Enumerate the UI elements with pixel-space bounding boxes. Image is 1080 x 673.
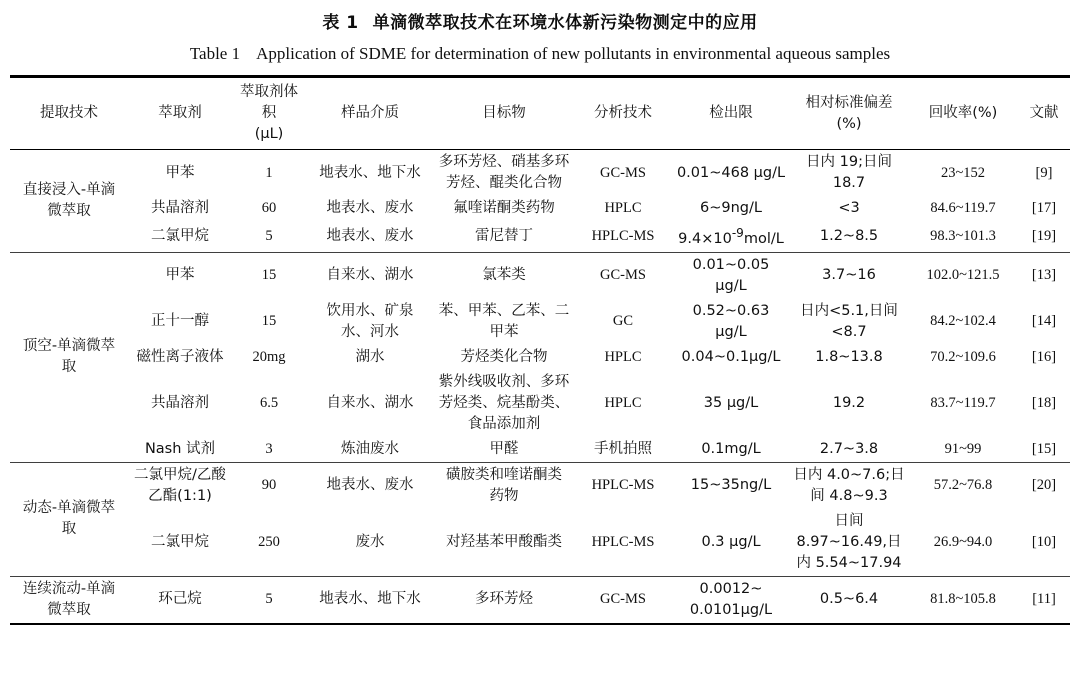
column-header-reference: 文献 xyxy=(1018,78,1070,150)
cell-rsd: 19.2 xyxy=(832,394,866,411)
cell-recovery: 84.2~102.4 xyxy=(930,313,996,330)
cell-matrix: 湖水 xyxy=(355,348,385,365)
lod-exponent: -9 xyxy=(731,226,744,240)
cell-reference: [16] xyxy=(1031,348,1057,365)
cell-recovery: 83.7~119.7 xyxy=(930,394,996,411)
cell-volume: 90 xyxy=(232,462,306,509)
cell-reference: [9] xyxy=(1035,164,1053,181)
table-row xyxy=(10,150,1070,197)
cell-lod: 15~35ng/L xyxy=(672,462,790,509)
table-row xyxy=(10,462,1070,509)
cell-solvent: 甲苯 xyxy=(128,252,232,299)
cell-rsd: 0.5~6.4 xyxy=(790,576,908,624)
section-label-dynamic: 动态-单滴微萃 取 xyxy=(10,462,128,576)
cell-analysis: GC-MS xyxy=(600,164,646,181)
cell-analysis: 手机拍照 xyxy=(594,440,652,457)
cell-analysis: HPLC xyxy=(604,394,642,411)
cell-recovery: 26.9~94.0 xyxy=(933,533,993,550)
cell-rsd: 日内 4.0~7.6;日 间 4.8~9.3 xyxy=(790,462,908,509)
column-header-technique: 提取技术 xyxy=(10,78,128,150)
cell-rsd: 3.7~16 xyxy=(790,252,908,299)
column-header-matrix: 样品介质 xyxy=(306,78,434,150)
table-body xyxy=(10,150,1070,625)
column-header-lod: 检出限 xyxy=(672,78,790,150)
cell-recovery: 23~152 xyxy=(940,164,986,181)
column-header-row xyxy=(10,78,1070,150)
caption-english xyxy=(10,38,1070,70)
cell-volume: 5 xyxy=(232,576,306,624)
column-header-solvent: 萃取剂 xyxy=(128,78,232,150)
cell-matrix: 地表水、地下水 xyxy=(306,576,434,624)
cell-analysis: HPLC xyxy=(604,348,642,365)
cell-lod: 0.04~0.1μg/L xyxy=(681,348,781,365)
cell-matrix: 地表水、废水 xyxy=(326,227,414,244)
cell-matrix: 炼油废水 xyxy=(341,440,399,457)
table-row xyxy=(10,370,1070,437)
cell-volume: 250 xyxy=(258,533,280,550)
cell-target: 氟喹诺酮类药物 xyxy=(453,200,555,216)
table-row xyxy=(10,221,1070,252)
cell-volume: 20mg xyxy=(252,348,286,365)
cell-analysis: HPLC-MS xyxy=(591,533,655,550)
cell-solvent: Nash 试剂 xyxy=(144,440,216,457)
cell-volume: 15 xyxy=(232,252,306,299)
cell-lod: 0.01~468 μg/L xyxy=(676,164,786,181)
cell-recovery: 98.3~101.3 xyxy=(930,227,996,244)
table-bottom-rule xyxy=(10,624,1070,625)
cell-analysis: HPLC xyxy=(604,200,642,216)
cell-rsd: 1.8~13.8 xyxy=(815,348,883,365)
cell-lod: $9.4\times 10^{-9}mol/L$ xyxy=(678,226,784,247)
cell-matrix: 地表水、废水 xyxy=(326,200,414,216)
sdme-applications-table xyxy=(10,75,1070,625)
cell-volume: 6.5 xyxy=(259,394,279,411)
table-row xyxy=(10,252,1070,299)
caption-english-title: Application of SDME for determination of new pollutants in environmental aqueous samples xyxy=(256,44,891,63)
cell-lod: 0.0012~ 0.0101μg/L xyxy=(672,576,790,624)
cell-lod: 0.01~0.05 μg/L xyxy=(672,252,790,299)
section-label-headspace: 顶空-单滴微萃 取 xyxy=(10,252,128,462)
cell-reference: [11] xyxy=(1018,576,1070,624)
cell-analysis: GC-MS xyxy=(574,252,672,299)
cell-solvent: 磁性离子液体 xyxy=(136,348,224,365)
cell-recovery: 102.0~121.5 xyxy=(908,252,1018,299)
cell-analysis: HPLC-MS xyxy=(574,462,672,509)
table-header xyxy=(10,77,1070,150)
cell-rsd: 日内<5.1,日间 <8.7 xyxy=(800,302,898,340)
cell-recovery: 91~99 xyxy=(944,440,982,457)
cell-reference: [20] xyxy=(1018,462,1070,509)
cell-reference: [17] xyxy=(1031,200,1057,216)
cell-volume: 15 xyxy=(261,313,277,330)
cell-target: 雷尼替丁 xyxy=(475,227,533,244)
cell-target: 苯、甲苯、乙苯、二 甲苯 xyxy=(438,302,570,340)
column-header-target: 目标物 xyxy=(434,78,574,150)
cell-target: 氯苯类 xyxy=(434,252,574,299)
cell-volume: 5 xyxy=(265,227,273,244)
table-row xyxy=(10,299,1070,345)
cell-analysis: GC xyxy=(612,313,634,330)
caption-english-number: Table 1 xyxy=(189,44,241,63)
table-row xyxy=(10,576,1070,624)
cell-matrix: 自来水、湖水 xyxy=(306,252,434,299)
cell-solvent: 正十一醇 xyxy=(151,313,209,330)
cell-lod: 35 μg/L xyxy=(703,394,759,411)
cell-volume: 1 xyxy=(265,164,273,181)
cell-solvent: 共晶溶剂 xyxy=(151,200,209,216)
cell-target: 多环芳烃 xyxy=(434,576,574,624)
cell-target: 甲醛 xyxy=(489,440,519,457)
cell-reference: [15] xyxy=(1031,440,1057,457)
section-label-continuous-flow: 连续流动-单滴 微萃取 xyxy=(10,576,128,624)
cell-reference: [10] xyxy=(1031,533,1057,550)
cell-recovery: 81.8~105.8 xyxy=(908,576,1018,624)
cell-target: 对羟基苯甲酸酯类 xyxy=(446,533,562,550)
cell-rsd: <3 xyxy=(838,200,860,216)
cell-rsd: 日内 19;日间 18.7 xyxy=(806,154,892,191)
cell-solvent: 环己烷 xyxy=(128,576,232,624)
cell-target: 磺胺类和喹诺酮类 药物 xyxy=(434,462,574,509)
cell-analysis: HPLC-MS xyxy=(591,227,655,244)
cell-reference: [19] xyxy=(1031,227,1057,244)
cell-recovery: 70.2~109.6 xyxy=(930,348,996,365)
caption-chinese xyxy=(10,8,1070,38)
cell-target: 多环芳烃、硝基多环 芳烃、醌类化合物 xyxy=(438,154,570,191)
cell-solvent: 共晶溶剂 xyxy=(151,394,209,411)
caption-chinese-title: 单滴微萃取技术在环境水体新污染物测定中的应用 xyxy=(372,13,758,33)
cell-matrix: 地表水、地下水 xyxy=(319,164,421,181)
cell-recovery: 57.2~76.8 xyxy=(908,462,1018,509)
cell-matrix: 自来水、湖水 xyxy=(326,394,414,411)
table-caption xyxy=(10,0,1070,70)
cell-matrix: 饮用水、矿泉 水、河水 xyxy=(326,302,414,340)
column-header-volume: 萃取剂体积 (μL) xyxy=(232,78,306,150)
cell-analysis: GC-MS xyxy=(574,576,672,624)
cell-reference: [14] xyxy=(1031,313,1057,330)
column-header-rsd: 相对标准偏差 (%) xyxy=(790,78,908,150)
table-row xyxy=(10,345,1070,370)
cell-rsd: 日间 8.97~16.49,日 内 5.54~17.94 xyxy=(796,512,902,571)
cell-lod: 0.3 μg/L xyxy=(701,533,761,550)
cell-reference: [13] xyxy=(1018,252,1070,299)
section-label-direct-immersion: 直接浸入-单滴 微萃取 xyxy=(22,181,116,219)
cell-target: 紫外线吸收剂、多环 芳烃类、烷基酚类、 食品添加剂 xyxy=(438,373,570,432)
cell-matrix: 废水 xyxy=(355,533,385,550)
table-row xyxy=(10,509,1070,577)
cell-lod: 0.1mg/L xyxy=(701,440,761,457)
cell-matrix: 地表水、废水 xyxy=(306,462,434,509)
cell-solvent: 甲苯 xyxy=(165,164,195,181)
table-row xyxy=(10,437,1070,463)
column-header-analysis: 分析技术 xyxy=(574,78,672,150)
cell-solvent: 二氯甲烷 xyxy=(151,227,209,244)
cell-recovery: 84.6~119.7 xyxy=(930,200,996,216)
table-row xyxy=(10,196,1070,221)
cell-lod: 6~9ng/L xyxy=(700,200,762,216)
cell-volume: 60 xyxy=(261,200,277,216)
cell-volume: 3 xyxy=(265,440,273,457)
column-header-recovery: 回收率(%) xyxy=(908,78,1018,150)
cell-target: 芳烃类化合物 xyxy=(460,348,548,365)
cell-reference: [18] xyxy=(1031,394,1057,411)
cell-lod: 0.52~0.63 μg/L xyxy=(692,302,770,340)
caption-chinese-number: 表 1 xyxy=(322,13,359,33)
cell-rsd: 2.7~3.8 xyxy=(819,440,879,457)
cell-solvent: 二氯甲烷 xyxy=(151,533,209,550)
cell-rsd: 1.2~8.5 xyxy=(819,227,879,244)
cell-solvent: 二氯甲烷/乙酸 乙酯(1:1) xyxy=(128,462,232,509)
